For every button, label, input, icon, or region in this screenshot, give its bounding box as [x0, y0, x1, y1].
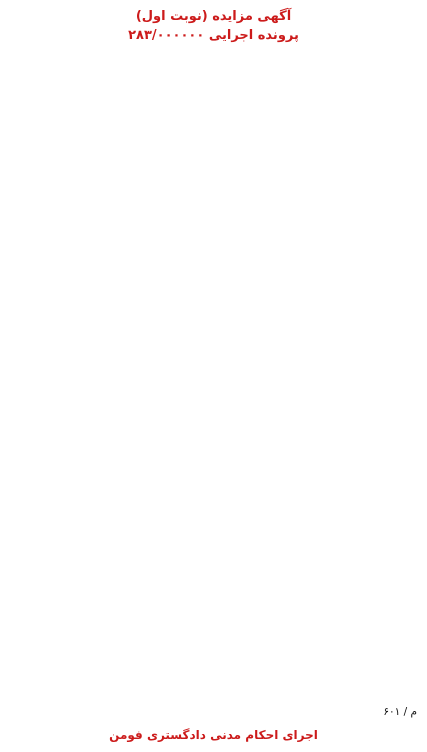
case-number: پرونده اجرایی ۲۸۳/۰۰۰۰۰۰ [128, 27, 299, 43]
notice-header [10, 8, 417, 44]
page-reference: م / ۶۰۱ [383, 706, 417, 718]
issuer-signature: اجرای احکام مدنی دادگستری فومن [109, 728, 318, 742]
notice-body [10, 54, 417, 700]
notice-title: آگهی مزایده (نوبت اول) [135, 9, 292, 24]
